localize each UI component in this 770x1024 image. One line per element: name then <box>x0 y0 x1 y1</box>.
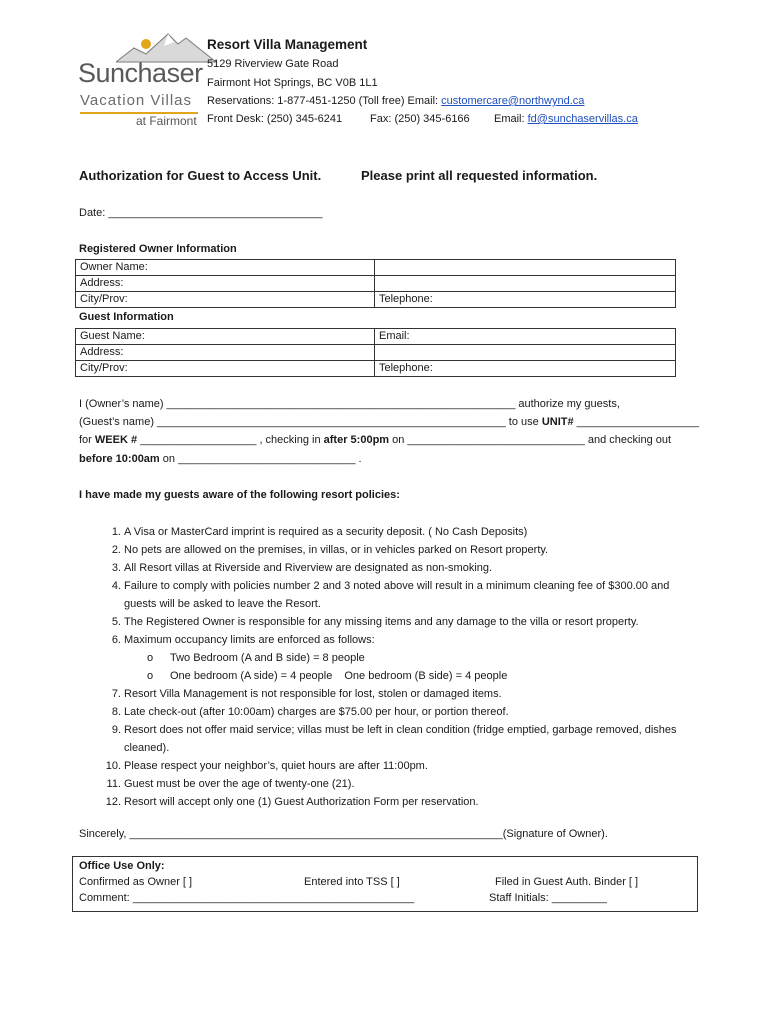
week-label: WEEK # <box>94 434 138 446</box>
policy-item: 3. All Resort villas at Riverside and Riverview are designated as non-smoking. <box>111 562 493 574</box>
email-label: Email: <box>494 113 528 125</box>
office-use-box <box>72 856 698 912</box>
filed-binder-checkbox[interactable]: Filed in Guest Auth. Binder [ ] <box>495 876 639 888</box>
reservations-line <box>207 95 584 107</box>
signature-line[interactable]: Sincerely, _____________________________________________________________(Signature of Owner). <box>79 828 608 840</box>
policy-item: 7. Resort Villa Management is not responsible for lost, stolen or damaged items. <box>111 688 502 700</box>
form-instruction: Please print all requested information. <box>361 168 598 183</box>
company-title: Resort Villa Management <box>207 37 368 52</box>
checkin-blank: on _____________________________ and checking out <box>389 434 672 446</box>
date-field[interactable]: Date: ___________________________________ <box>79 207 323 219</box>
reservations-text: Reservations: 1-877-451-1250 (Toll free) Email: <box>207 95 442 107</box>
fd-email-link[interactable]: fd@sunchaservillas.ca <box>527 113 638 125</box>
policy-item: 1. A Visa or MasterCard imprint is required as a security deposit. ( No Cash Deposits) <box>111 526 528 538</box>
owner-table <box>75 259 676 308</box>
checkin-time: after 5:00pm <box>323 434 390 446</box>
sunchaser-logo <box>78 32 204 128</box>
unit-blank: ____________________ <box>573 416 700 428</box>
office-use-title: Office Use Only: <box>79 860 165 872</box>
fax-text: Fax: (250) 345-6166 <box>370 113 470 125</box>
policy-item: 2. No pets are allowed on the premises, in villas, or in vehicles parked on Resort property. <box>111 544 549 556</box>
occupancy-sub-item: o Two Bedroom (A and B side) = 8 people <box>147 652 365 664</box>
policy-item: 4. Failure to comply with policies number 2 and 3 noted above will result in a minimum cleaning fee of $300.00 and guests will be asked to leave the Resort. <box>111 580 670 610</box>
front-desk-text: Front Desk: (250) 345-6241 <box>207 113 343 125</box>
policy-item: 12. Resort will accept only one (1) Guest Authorization Form per reservation. <box>105 796 479 808</box>
for-text: for <box>79 434 95 446</box>
customercare-email-link[interactable]: customercare@northwynd.ca <box>441 95 585 107</box>
guest-heading: Guest Information <box>79 311 174 323</box>
logo-location: at Fairmont <box>136 114 197 128</box>
guest-address-extra[interactable] <box>375 345 676 361</box>
auth-guest-line[interactable] <box>79 416 699 428</box>
entered-tss-checkbox[interactable]: Entered into TSS [ ] <box>304 876 400 888</box>
guest-city-field[interactable]: City/Prov: <box>76 361 375 377</box>
owner-name-extra[interactable] <box>375 260 676 276</box>
guest-telephone-field[interactable]: Telephone: <box>375 361 676 377</box>
policies-heading: I have made my guests aware of the following resort policies: <box>79 489 400 501</box>
confirmed-owner-checkbox[interactable]: Confirmed as Owner [ ] <box>79 876 193 888</box>
auth-guest-text: (Guest’s name) _________________________________________________________ to use <box>79 416 542 428</box>
auth-week-line[interactable] <box>79 434 671 446</box>
auth-owner-line[interactable]: I (Owner’s name) _________________________________________________________ authorize my guests, <box>79 398 620 410</box>
policy-item: 6. Maximum occupancy limits are enforced as follows: o Two Bedroom (A and B side) = 8 people o One bedroom (A side) = 4 people One bedroom (B side) = 4 people <box>79 631 689 685</box>
guest-table <box>75 328 676 377</box>
form-title: Authorization for Guest to Access Unit. <box>79 168 322 183</box>
logo-brand: Sunchaser <box>78 58 203 88</box>
policy-item: 5. The Registered Owner is responsible for any missing items and any damage to the villa or resort property. <box>111 616 639 628</box>
staff-initials-field[interactable]: Staff Initials: _________ <box>489 892 607 904</box>
occupancy-sub-item: o One bedroom (A side) = 4 people One bedroom (B side) = 4 people <box>147 670 508 682</box>
auth-checkout-line[interactable] <box>79 453 362 465</box>
owner-telephone-field[interactable]: Telephone: <box>375 292 676 308</box>
guest-email-field[interactable]: Email: <box>375 329 676 345</box>
unit-label: UNIT# <box>541 416 574 428</box>
address-line-1: 5129 Riverview Gate Road <box>207 58 339 70</box>
week-blank: ___________________ , checking in <box>137 434 324 446</box>
owner-heading: Registered Owner Information <box>79 243 237 255</box>
policy-item: 9. Resort does not offer maid service; villas must be left in clean condition (fridge emptied, garbage removed, dishes cleaned). <box>111 724 677 754</box>
policies-list <box>79 523 689 811</box>
logo-subtitle: Vacation Villas <box>80 92 193 109</box>
guest-address-field[interactable]: Address: <box>76 345 375 361</box>
front-desk-email <box>494 113 638 125</box>
owner-address-field[interactable]: Address: <box>76 276 375 292</box>
checkout-blank: on _____________________________ . <box>159 453 362 465</box>
checkout-time: before 10:00am <box>79 453 160 465</box>
policy-item: 10. Please respect your neighbor’s, quiet hours are after 11:00pm. <box>105 760 428 772</box>
address-line-2: Fairmont Hot Springs, BC V0B 1L1 <box>207 77 378 89</box>
comment-field[interactable]: Comment: ______________________________________________ <box>79 892 415 904</box>
policy-item: 8. Late check-out (after 10:00am) charges are $75.00 per hour, or portion thereof. <box>111 706 509 718</box>
owner-name-field[interactable]: Owner Name: <box>76 260 375 276</box>
owner-city-field[interactable]: City/Prov: <box>76 292 375 308</box>
policy-item: 11. Guest must be over the age of twenty-one (21). <box>106 778 355 790</box>
owner-address-extra[interactable] <box>375 276 676 292</box>
guest-name-field[interactable]: Guest Name: <box>76 329 375 345</box>
